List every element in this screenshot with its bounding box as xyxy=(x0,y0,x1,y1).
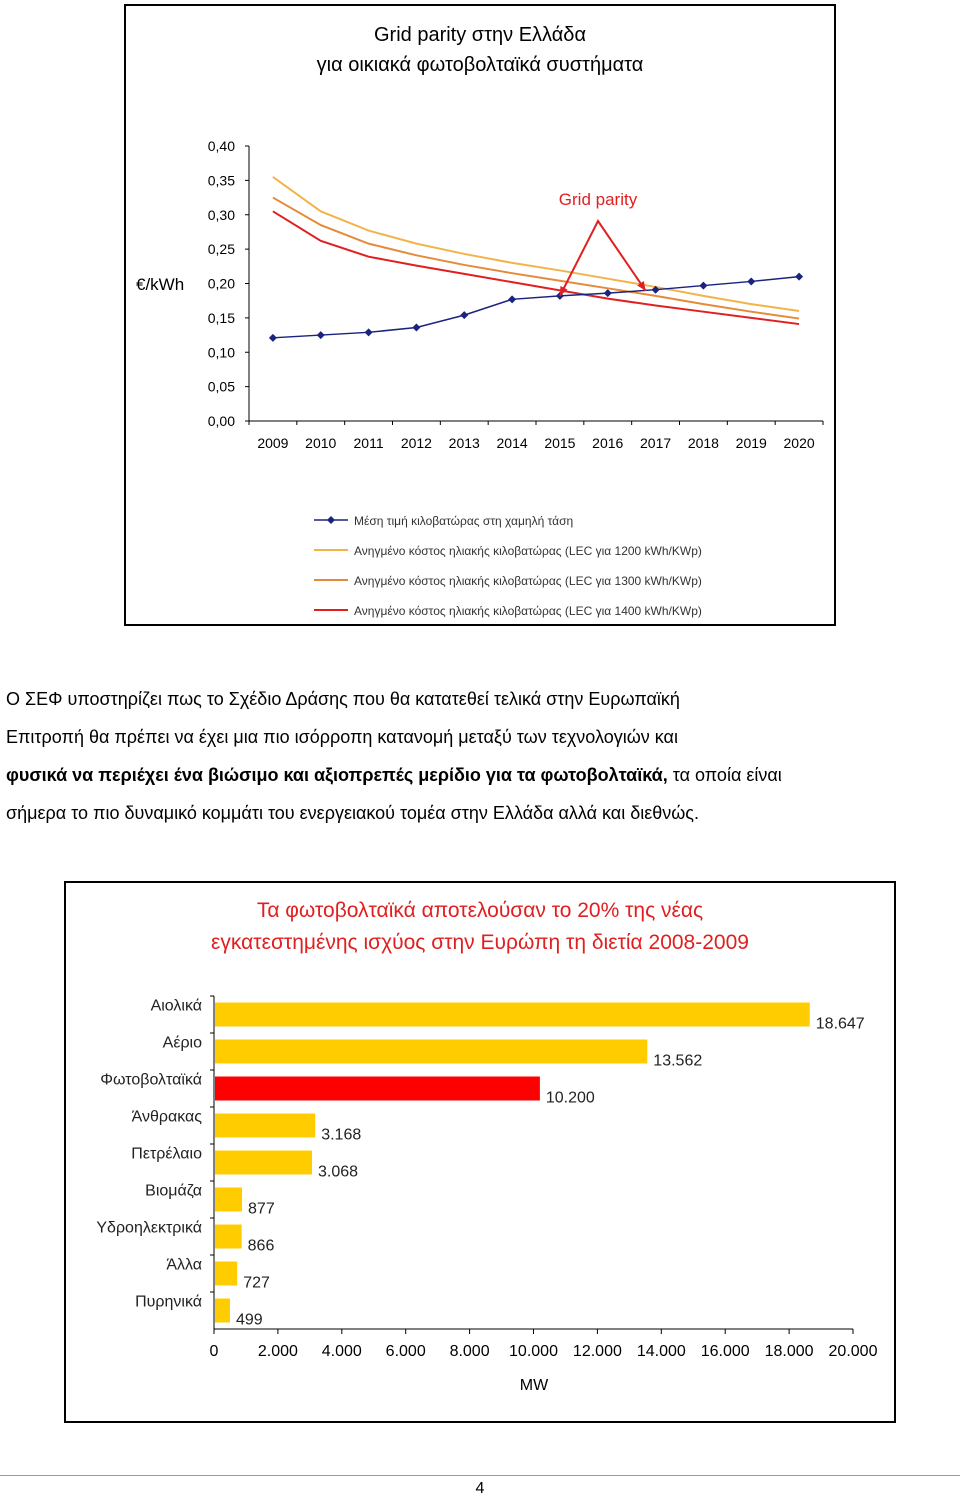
chart1-series-0-marker xyxy=(412,324,420,332)
chart2-x-tick-label: 2.000 xyxy=(257,1343,298,1360)
new-capacity-bar-chart xyxy=(66,883,894,1421)
chart1-x-tick-label: 2016 xyxy=(592,435,624,451)
chart1-series-0-marker xyxy=(269,334,277,342)
chart1-x-tick-label: 2019 xyxy=(735,435,767,451)
chart1-x-tick-label: 2020 xyxy=(783,435,815,451)
footer-divider xyxy=(0,1475,960,1476)
chart2-x-tick-label: 20.000 xyxy=(828,1343,878,1360)
chart2-x-tick-label: 6.000 xyxy=(385,1343,426,1360)
body-paragraph xyxy=(6,680,954,832)
chart1-x-tick-label: 2009 xyxy=(257,435,289,451)
chart1-x-tick-label: 2017 xyxy=(640,435,672,451)
grid-parity-line-chart xyxy=(126,6,834,624)
chart1-y-tick-label: 0,35 xyxy=(207,172,235,189)
chart2-value-label: 499 xyxy=(235,1311,263,1329)
chart2-bar xyxy=(215,1114,315,1138)
chart2-x-tick-label: 12.000 xyxy=(572,1343,622,1360)
paragraph-line-1: Ο ΣΕΦ υποστηρίζει πως το Σχέδιο Δράσης που θα κατατεθεί τελικά στην Ευρωπαϊκή xyxy=(6,689,680,709)
chart2-x-tick-label: 8.000 xyxy=(449,1343,490,1360)
chart1-series-line-2 xyxy=(273,198,799,319)
chart2-value-label: 18.647 xyxy=(815,1015,865,1033)
new-capacity-chart-panel xyxy=(64,881,896,1423)
grid-parity-arrow xyxy=(560,221,646,296)
chart1-legend-marker xyxy=(327,516,335,524)
chart2-category-label: Βιομάζα xyxy=(145,1182,202,1200)
chart2-category-label: Πετρέλαιο xyxy=(131,1145,202,1163)
chart1-y-tick-label: 0,10 xyxy=(207,344,235,361)
chart2-bar xyxy=(215,1188,242,1212)
chart1-legend-label: Μέση τιμή κιλοβατώρας στη χαμηλή τάση xyxy=(354,514,574,528)
chart2-bar xyxy=(215,1151,312,1175)
chart2-x-tick-label: 18.000 xyxy=(764,1343,814,1360)
chart2-bar xyxy=(215,1040,647,1064)
chart2-value-label: 877 xyxy=(248,1200,275,1218)
grid-parity-arrowhead xyxy=(637,281,645,291)
chart1-series-0-marker xyxy=(795,273,803,281)
chart2-category-label: Αιολικά xyxy=(150,997,202,1015)
chart1-y-axis-label: €/kWh xyxy=(136,275,185,294)
chart1-x-tick-label: 2010 xyxy=(305,435,337,451)
chart2-value-label: 866 xyxy=(247,1237,275,1255)
chart1-y-tick-label: 0,40 xyxy=(207,138,235,154)
grid-parity-chart-panel xyxy=(124,4,836,626)
paragraph-line-3-bold: φυσικά να περιέχει ένα βιώσιμο και αξιοπρεπές μερίδιο για τα φωτοβολταϊκά, xyxy=(6,765,668,785)
chart2-x-axis-label: MW xyxy=(519,1377,549,1394)
chart1-series-0-marker xyxy=(747,277,755,285)
chart1-series-0-marker xyxy=(508,295,516,303)
chart1-series-0-marker xyxy=(699,282,707,290)
grid-parity-annotation-label: Grid parity xyxy=(558,190,638,209)
chart2-bar xyxy=(215,1262,237,1286)
chart1-series-0-marker xyxy=(317,331,325,339)
chart2-title-line2: εγκατεστημένης ισχύος στην Ευρώπη τη διετία 2008-2009 xyxy=(211,931,749,954)
chart1-y-tick-label: 0,00 xyxy=(207,413,235,429)
chart2-bar xyxy=(215,1225,242,1249)
chart2-value-label: 3.168 xyxy=(321,1126,362,1144)
chart1-y-tick-label: 0,25 xyxy=(207,241,235,258)
chart2-value-label: 727 xyxy=(243,1274,270,1292)
chart1-x-tick-label: 2014 xyxy=(496,435,528,451)
chart2-category-label: Πυρηνικά xyxy=(135,1293,202,1311)
chart1-y-tick-label: 0,20 xyxy=(207,275,235,292)
chart1-series-0-marker xyxy=(604,289,612,297)
chart1-x-tick-label: 2013 xyxy=(448,435,480,451)
chart2-value-label: 13.562 xyxy=(653,1052,703,1070)
chart1-legend-label: Ανηγμένο κόστος ηλιακής κιλοβατώρας (LEC για 1300 kWh/KWp) xyxy=(354,574,702,588)
chart1-y-tick-label: 0,15 xyxy=(207,309,235,326)
chart1-title-line2: για οικιακά φωτοβολταϊκά συστήματα xyxy=(316,54,644,76)
chart1-y-tick-label: 0,30 xyxy=(207,206,235,223)
chart2-x-tick-label: 4.000 xyxy=(321,1343,362,1360)
chart2-category-label: Υδροηλεκτρικά xyxy=(96,1219,202,1237)
chart2-x-tick-label: 10.000 xyxy=(509,1343,558,1360)
chart2-value-label: 10.200 xyxy=(545,1089,595,1107)
chart1-x-tick-label: 2015 xyxy=(544,435,576,451)
chart2-category-label: Αέριο xyxy=(162,1034,202,1052)
chart2-bar xyxy=(215,1077,540,1101)
chart1-series-0-marker xyxy=(365,328,373,336)
chart2-x-tick-label: 14.000 xyxy=(636,1343,686,1360)
chart2-value-label: 3.068 xyxy=(318,1163,359,1181)
chart2-category-label: Άνθρακας xyxy=(131,1108,202,1126)
chart2-category-label: Φωτοβολταϊκά xyxy=(100,1071,202,1089)
chart2-title-line1: Τα φωτοβολταϊκά αποτελούσαν το 20% της νέας xyxy=(256,899,704,922)
chart1-series-line-1 xyxy=(273,177,799,311)
chart1-title-line1: Grid parity στην Ελλάδα xyxy=(373,24,587,46)
chart2-bar xyxy=(215,1003,810,1027)
chart1-x-tick-label: 2018 xyxy=(687,435,719,451)
paragraph-line-3 xyxy=(6,756,954,794)
paragraph-line-3-rest: τα οποία είναι xyxy=(667,765,782,785)
chart2-category-label: Άλλα xyxy=(166,1256,202,1274)
chart2-bar xyxy=(215,1299,230,1323)
paragraph-line-4: σήμερα το πιο δυναμικό κομμάτι του ενεργειακού τομέα στην Ελλάδα αλλά και διεθνώς. xyxy=(6,803,699,823)
paragraph-line-2: Επιτροπή θα πρέπει να έχει μια πιο ισόρροπη κατανομή μεταξύ των τεχνολογιών και xyxy=(6,727,678,747)
chart1-x-tick-label: 2011 xyxy=(353,435,384,451)
page-number: 4 xyxy=(475,1480,485,1497)
chart2-x-tick-label: 0 xyxy=(209,1343,219,1360)
chart2-x-tick-label: 16.000 xyxy=(700,1343,750,1360)
chart1-legend-label: Ανηγμένο κόστος ηλιακής κιλοβατώρας (LEC για 1200 kWh/KWp) xyxy=(354,544,702,558)
chart1-legend-label: Ανηγμένο κόστος ηλιακής κιλοβατώρας (LEC για 1400 kWh/KWp) xyxy=(354,604,702,618)
chart1-x-tick-label: 2012 xyxy=(400,435,432,451)
chart1-y-tick-label: 0,05 xyxy=(207,378,235,395)
chart1-series-0-marker xyxy=(460,311,468,319)
